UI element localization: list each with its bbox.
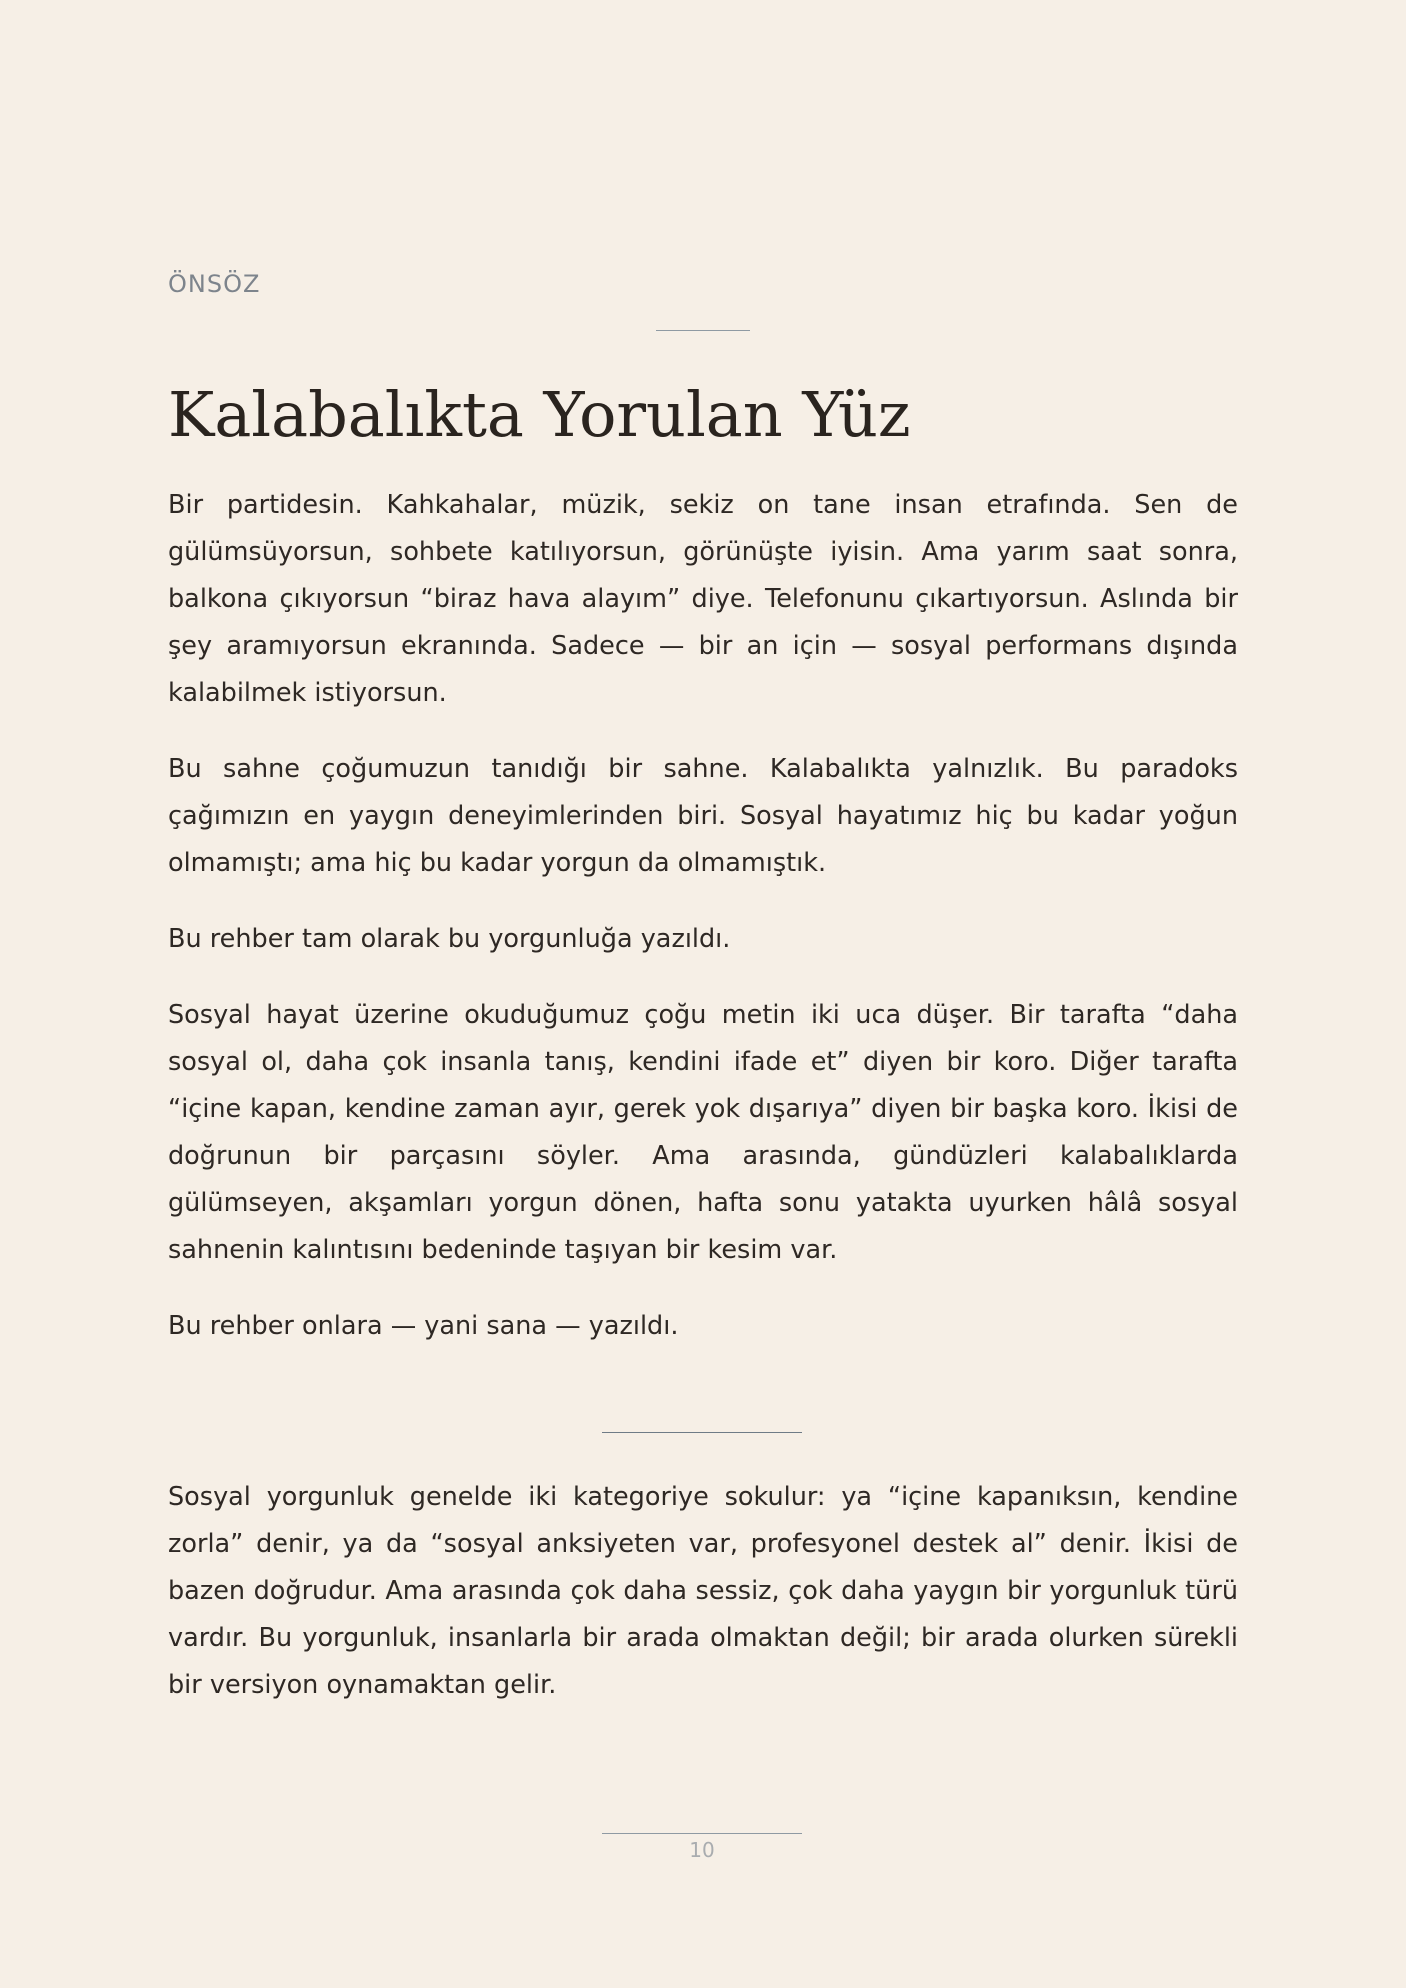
body-paragraph: Sosyal hayat üzerine okuduğumuz çoğu metin iki uca düşer. Bir tarafta “daha sosyal ol, daha çok insanla tanış, kendini ifade et” diyen bir koro. Diğer tarafta “içine kapan, kendine zaman ayır, gerek yok dışarıya” diyen bir başka koro. İkisi de doğrunun bir parçasını söyler. Ama arasında, gündüzleri kalabalıklarda gülümseyen, akşamları yorgun dönen, hafta sonu yatakta uyurken hâlâ sosyal sahnenin kalıntısını bedeninde taşıyan bir kesim var. bbox=[168, 1000, 1238, 1265]
body-text-after-divider bbox=[168, 1474, 1238, 1709]
chapter-title: Kalabalıkta Yorulan Yüz bbox=[168, 378, 911, 451]
body-paragraph: Bu rehber onlara — yani sana — yazıldı. bbox=[168, 1311, 679, 1341]
document-page bbox=[168, 0, 1238, 1988]
body-text-before-divider bbox=[168, 482, 1238, 1379]
body-paragraph: Bu rehber tam olarak bu yorgunluğa yazıldı. bbox=[168, 924, 731, 954]
page-number: 10 bbox=[689, 1838, 715, 1862]
section-divider bbox=[602, 1432, 802, 1433]
section-label: ÖNSÖZ bbox=[168, 270, 261, 298]
footer-divider bbox=[602, 1833, 802, 1834]
body-paragraph: Sosyal yorgunluk genelde iki kategoriye sokulur: ya “içine kapanıksın, kendine zorla” denir, ya da “sosyal anksiyeten var, profesyonel destek al” denir. İkisi de bazen doğrudur. Ama arasında çok daha sessiz, çok daha yaygın bir yorgunluk türü vardır. Bu yorgunluk, insanlarla bir arada olmaktan değil; bir arada olurken sürekli bir versiyon oynamaktan gelir. bbox=[168, 1482, 1238, 1700]
body-paragraph: Bu sahne çoğumuzun tanıdığı bir sahne. Kalabalıkta yalnızlık. Bu paradoks çağımızın en yaygın deneyimlerinden biri. Sosyal hayatımız hiç bu kadar yoğun olmamıştı; ama hiç bu kadar yorgun da olmamıştık. bbox=[168, 754, 1238, 878]
top-divider bbox=[656, 330, 750, 331]
body-paragraph: Bir partidesin. Kahkahalar, müzik, sekiz on tane insan etrafında. Sen de gülümsüyorsun, sohbete katılıyorsun, görünüşte iyisin. Ama yarım saat sonra, balkona çıkıyorsun “biraz hava alayım” diye. Telefonunu çıkartıyorsun. Aslında bir şey aramıyorsun ekranında. Sadece — bir an için — sosyal performans dışında kalabilmek istiyorsun. bbox=[168, 490, 1238, 708]
